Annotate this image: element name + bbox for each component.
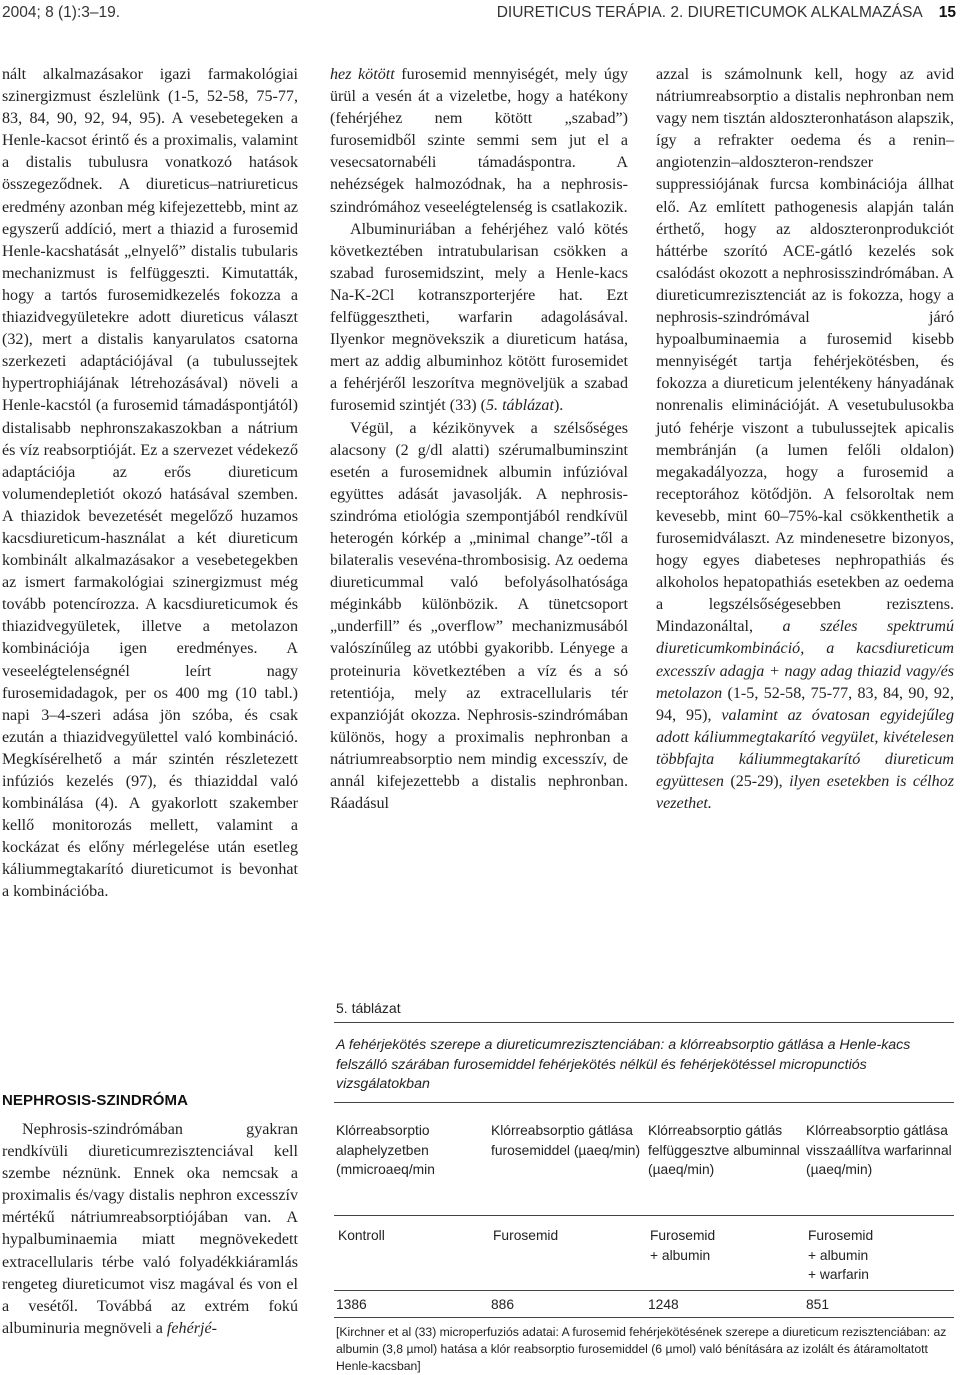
table-caption: A fehérjekötés szerepe a diureticumrezisztenciában: a klórreabsorptio gátlása a Henle-kacs felszálló szárában furosemiddel fehérjekötés nélkül és fehérjekötéssel micropunctiós vizsgálatokban	[336, 1037, 911, 1092]
col2-p1-italic: hez kötött	[330, 66, 395, 83]
col1-paragraph-2	[2, 1119, 298, 1340]
col2-paragraph-3: Végül, a kézikönyvek a szélsőséges alacsony (2 g/dl alatti) szérumalbuminszint esetén a furosemidnek albumin infúzióval együttes adását javasolják. A nephrosis-szindróma etiológia szempontjából rendkívül heterogén kórkép a „minimal change”-től a bilateralis vesevéna-thrombosisig. Az oedema diureticummal való befolyásolhatósága méginkább különbözik. A tünetcsoport „underfill” és „overflow” mechanizmusából valószínűleg az utóbbi gyakoribb. Lényege a proteinuria következtében a víz és a só retentiója, mely az extracellularis tér expanzióját okozza. Nephrosis-szindrómában különös, hogy a proximalis nephronban a nátriumreabsorptio nem mindig excesszív, de annál kifejezettebb a distalis nephronban. Ráadásul	[330, 419, 628, 813]
col3-italic-1: a széles spektrumú diureticumkombináció, a kacsdiureticum excesszív adagja + nagy adag thiazid vagy/és metolazon	[656, 618, 954, 702]
col3-p1-refs: (1-5, 52-58, 75-77, 83, 84, 90, 92, 94, 95),	[656, 684, 954, 724]
table-value-cell: 851	[806, 1297, 830, 1312]
journal-citation: 2004; 8 (1):3–19.	[2, 4, 121, 21]
condition-line: + warfarin	[808, 1267, 869, 1282]
col1-paragraph-1: nált alkalmazásakor igazi farmakológiai szinergizmust észlelünk (1-5, 52-58, 75-77, 83, 84, 90, 92, 94, 95). A vesebetegeken a Henle-kacsot érintő és a proximalis, valamint a distalis tubulusra vonatkozó hatások összegeződnek. A diureticus–natriureticus eredmény azonban még kifejezettebb, mint az egyszerű addíció, mert a thiazid a furosemid Henle-kacshatását „elnyelő” distalis tubularis mechanizmust is felfüggeszti. Kimutatták, hogy a tartós furosemidkezelés fokozza a thiazidvegyületekre adott diureticus választ (32), mert a distalis kanyarulatos csatorna szerkezeti adaptációjával (a tubulussejtek hypertrophiájának létrehozásával) növeli a Henle-kacstól (a furosemid támadáspontjától) distalisabb nephronszakaszokban a nátrium és víz reabsorptióját. Ez a szervezet védekező adaptációja az erős diureticum volumendepletiót okozó hatásával szemben. A thiazidok bevezetését megelőző huzamos kacsdiureticum-használat a két diureticum kombinált alkalmazásakor a vesebetegekben az ismert farmakológiai szinergizmust még tovább potencírozza. A kacsdiureticumok és thiazidvegyületek, illetve a metolazon kombinációja igen eredményes. A veseelégtelenségnél leírt nagy furosemidadagok, per os 400 mg (10 tabl.) napi 3–4-szeri adása jön szóba, és csak ezután a thiazidvegyülettel való kombináció. Megkísérelhető a már szintén részletezett infúziós kezelés (97), és thiaziddal való kombinálása (4). A gyakorlott szakember kellő monitorozás mellett, valamint a kockázat és előny mérlegelése után esetleg káliummegtakarító diureticumot is bevonhat a kombinációba.	[2, 66, 298, 901]
table-bottom-rule	[334, 1317, 954, 1318]
col3-paragraph-1	[656, 64, 954, 815]
table-condition-cell	[334, 1216, 489, 1290]
col3-italic-2: valamint az óvatosan egyidejűleg adott káliummegtakarító vegyület, kivételesen többfajta káliummegtakarító diureticum együttesen	[656, 706, 954, 790]
col2-paragraph-2	[330, 219, 628, 418]
column-3	[656, 64, 954, 815]
table-header-cell: Klórreabsorptio alaphelyzetben (mmicroaeq/min	[336, 1123, 435, 1177]
col2-paragraph-1	[330, 64, 628, 219]
table-header-cell: Klórreabsorptio gátlás felfüggesztve albuminnal (µaeq/min)	[648, 1123, 800, 1177]
col2-p2-end: ).	[553, 397, 564, 415]
col3-p1-text: azzal is számolnunk kell, hogy az avid nátriumreabsorptio a distalis nephronban nem vagy nem tisztán aldoszteronhatáson alapszik, így a refrakter oedema és a renin–angiotenzin–aldoszteron-rendszer suppressiójának furcsa kombinációja állhat elő. Az említett pathogenesis alapján talán érthető, hogy az aldoszteronprodukciót háttérbe szorító ACE-gátló kezelés sok csalódást okozott a nephrosisszindrómában. A diureticumrezisztenciát az is fokozza, hogy a nephrosis-szindrómával járó hypoalbuminaemia a furosemid kisebb mennyiségét tartja fehérjekötésben, és fokozza a diureticum jelentékeny hányadának nonrenalis eliminációját. A vesetubulusokba jutó fehérje viszont a tubulussejtek apicalis membránján (a lumen felőli oldalon) megakadályozza, hogy a furosemid a receptorához kötődjön. A felsoroltak nem kevesebb, mint 60–75%-kal csökkenthetik a furosemidválaszt. Az mindenesetre bizonyos, hogy egyes diabeteses nephropathiás és alkoholos hepatopathiás esetekben az oedema a legszélsőségesebben rezisztens. Mindazonáltal,	[656, 66, 954, 636]
table-5	[334, 1000, 954, 1375]
table-value-cell: 1386	[336, 1297, 367, 1312]
condition-line: Furosemid	[808, 1228, 874, 1243]
table-condition-cell	[646, 1216, 804, 1290]
col3-p1-refs-2: (25-29),	[723, 773, 790, 790]
table-reference: 5. táblázat	[485, 397, 554, 415]
table-condition-cell	[489, 1216, 646, 1290]
condition-line: Kontroll	[338, 1228, 385, 1243]
condition-line: + albumin	[650, 1247, 711, 1263]
running-title-text: DIURETICUS TERÁPIA. 2. DIURETICUMOK ALKALMAZÁSA	[496, 4, 923, 21]
section-heading-nephrosis: NEPHROSIS-SZINDRÓMA	[2, 1092, 189, 1109]
table-condition-cell	[804, 1216, 954, 1290]
table-label: 5. táblázat	[336, 1000, 401, 1016]
col2-p1-text: furosemid mennyiségét, mely úgy ürül a vesén át a vizeletbe, hogy a hatékony (fehérjéhez nem kötött „szabad”) furosemidből szinte semmi sem jut el a vesecsatornabéli támadáspontra. A nehézségek halmozódnak, ha a nephrosis-szindrómához veseelégtelenség is csatlakozik.	[330, 66, 628, 216]
running-title	[497, 4, 956, 22]
column-2	[330, 64, 628, 815]
table-footnote: [Kirchner et al (33) microperfuziós adatai: A furosemid fehérjekötésének szerepe a diureticum rezisztenciában: az albumin (3,8 µmol) hatása a klór reabsorptio furosemiddel (6 µmol) való bénítására az izolált és átáramoltatott Henle-kacsban]	[336, 1325, 947, 1373]
col1-p2-italic: fehérjé-	[166, 1319, 217, 1337]
page-number: 15	[938, 4, 956, 21]
table-value-cell: 886	[491, 1297, 515, 1312]
table-header-cell: Klórreabsorptio gátlása furosemiddel (µaeq/min)	[491, 1123, 641, 1158]
column-1-section	[2, 1119, 298, 1340]
condition-line: Furosemid	[650, 1228, 716, 1243]
column-1	[2, 64, 298, 904]
table-header-cell: Klórreabsorptio gátlása visszaállítva warfarinnal (µaeq/min)	[806, 1123, 952, 1177]
condition-line: Furosemid	[493, 1228, 559, 1243]
col1-p2-text: Nephrosis-szindrómában gyakran rendkívüli diureticumrezisztenciával kell szembe néznünk. Ennek oka nemcsak a proximalis és/vagy distalis nephron excesszív mértékű nátriumreabsorptiójában van. A hypalbuminaemia miatt megnövekedett extracellularis térbe való folyadékkiáramlás rengeteg diureticumot visz magával és von el a vesétől. Továbbá az extrém fokú albuminuria megnöveli a	[2, 1121, 298, 1337]
condition-line: + albumin	[808, 1247, 869, 1263]
table-grid	[334, 1103, 954, 1318]
table-value-cell: 1248	[648, 1297, 679, 1312]
page-header	[0, 4, 960, 30]
col2-p2-text: Albuminuriában a fehérjéhez való kötés következtében intratubularisan csökken a szabad furosemidszint, mely a Henle-kacs Na-K-2Cl kotranszporterjére hat. Ezt felfüggesztheti, warfarin adagolásával. Ilyenkor megnövekszik a diureticum hatása, mert az addig albuminhoz kötött furosemidet a fehérjéről leszorítva megnöveljük a szabad furosemid szintjét (33) (	[330, 220, 628, 415]
col3-italic-3: ilyen esetekben is célhoz vezethet.	[656, 773, 954, 813]
